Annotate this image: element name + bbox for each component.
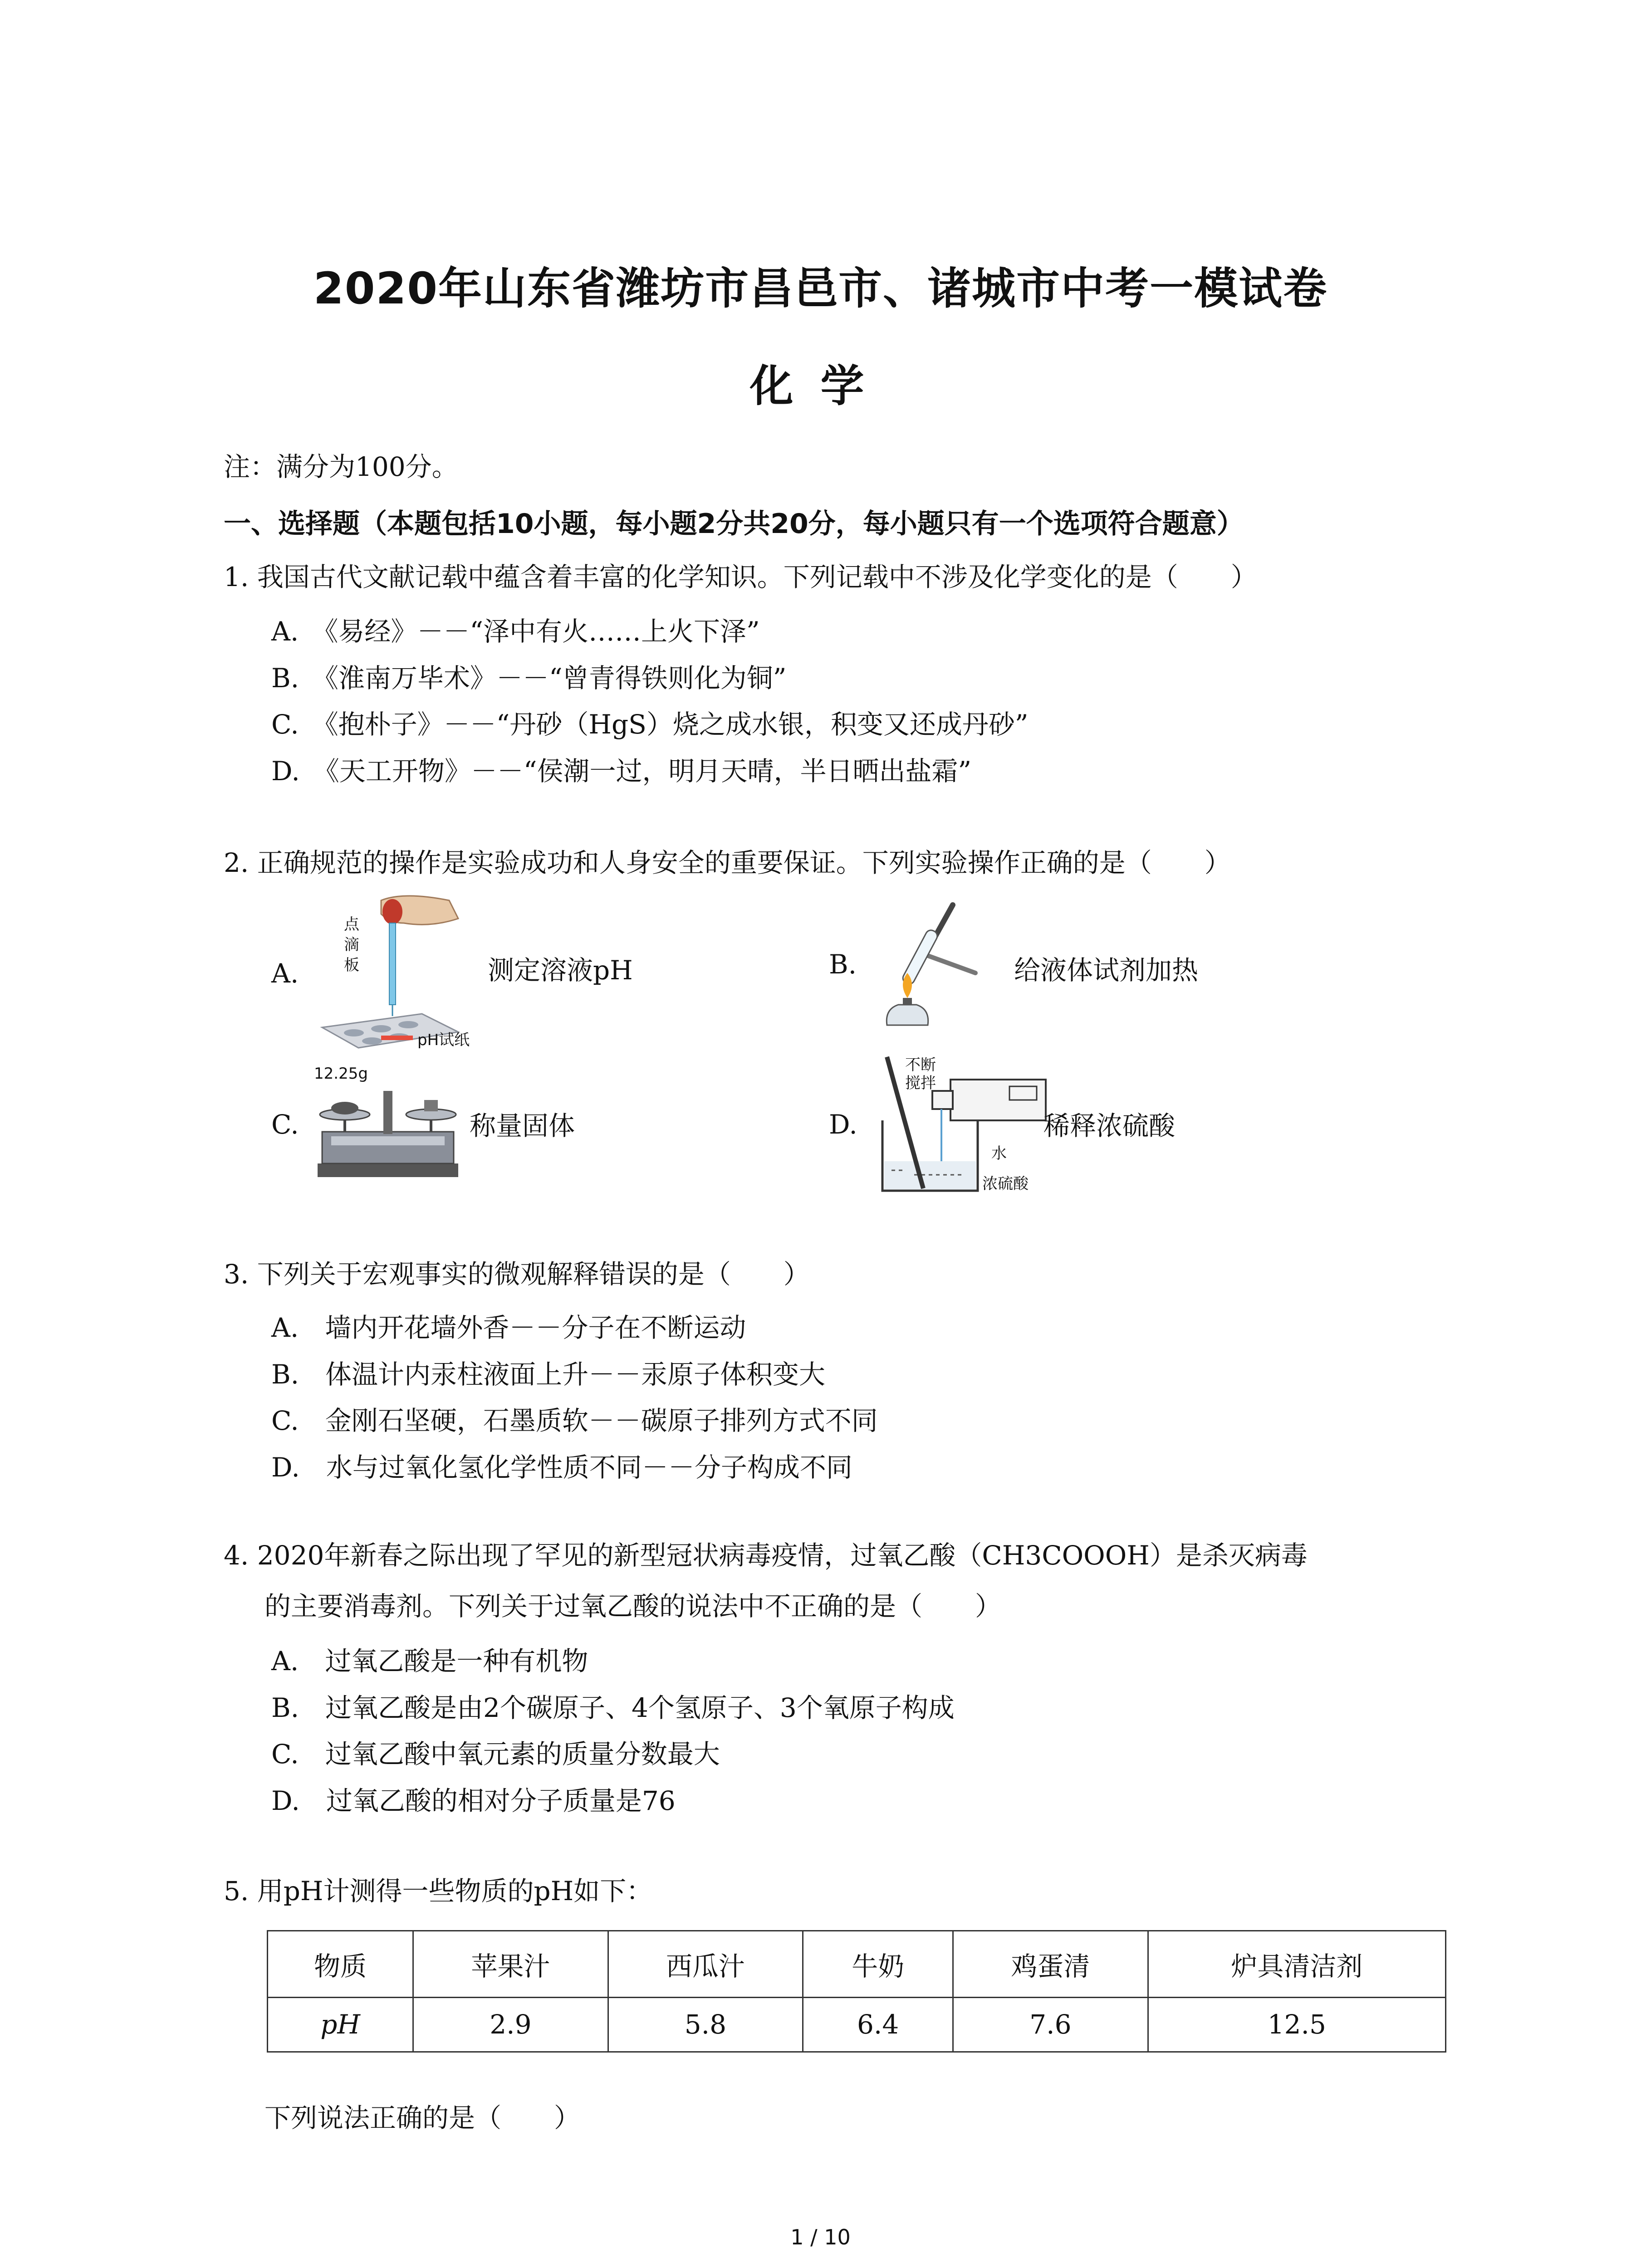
table-cell: 鸡蛋清 bbox=[953, 1931, 1148, 1998]
page-number: 1 / 10 bbox=[790, 2225, 851, 2249]
q2-option-b-label: 给液体试剂加热 bbox=[1014, 955, 1199, 986]
ph-paper-label: pH试纸 bbox=[417, 1031, 470, 1049]
ph-test-figure bbox=[313, 891, 470, 1055]
q2-option-d-label: 稀释浓硫酸 bbox=[1043, 1110, 1176, 1141]
subject-title: 化学 bbox=[749, 361, 892, 411]
q1-option-a: A. 《易经》－－“泽中有火……上火下泽” bbox=[271, 616, 760, 647]
table-cell: 2.9 bbox=[413, 1997, 608, 2052]
stir-label-2: 搅拌 bbox=[905, 1074, 936, 1092]
q2-option-a-letter: A. bbox=[271, 958, 299, 989]
dropper-label-1: 点 bbox=[344, 915, 359, 934]
q1-stem: 1. 我国古代文献记载中蕴含着丰富的化学知识。下列记载中不涉及化学变化的是（ ） bbox=[224, 562, 1257, 592]
table-cell: 5.8 bbox=[608, 1997, 803, 2052]
q4-option-a: A. 过氧乙酸是一种有机物 bbox=[271, 1646, 588, 1677]
q3-option-c: C. 金刚石坚硬，石墨质软－－碳原子排列方式不同 bbox=[271, 1405, 878, 1436]
dropper-label-2: 滴 bbox=[344, 936, 359, 954]
stir-label-1: 不断 bbox=[905, 1056, 936, 1074]
table-cell: 炉具清洁剂 bbox=[1148, 1931, 1445, 1998]
table-cell: pH bbox=[268, 1997, 413, 2052]
q2-stem: 2. 正确规范的操作是实验成功和人身安全的重要保证。下列实验操作正确的是（ ） bbox=[224, 847, 1231, 878]
water-label: 水 bbox=[991, 1144, 1007, 1163]
heating-figure bbox=[871, 900, 989, 1027]
table-cell: 物质 bbox=[268, 1931, 413, 1998]
ph-table bbox=[267, 1930, 1446, 2053]
q3-option-b: B. 体温计内汞柱液面上升－－汞原子体积变大 bbox=[271, 1359, 826, 1390]
q2-option-d-letter: D. bbox=[829, 1109, 857, 1140]
q4-option-b: B. 过氧乙酸是由2个碳原子、4个氢原子、3个氧原子构成 bbox=[271, 1692, 955, 1723]
q1-option-d: D. 《天工开物》－－“侯潮一过，明月天晴，半日晒出盐霜” bbox=[271, 756, 972, 787]
q1-option-c: C. 《抱朴子》－－“丹砂（HgS）烧之成水银，积变又还成丹砂” bbox=[271, 709, 1029, 740]
q2-option-c-label: 称量固体 bbox=[470, 1110, 575, 1141]
q3-option-a: A. 墙内开花墙外香－－分子在不断运动 bbox=[271, 1312, 746, 1343]
q4-option-c: C. 过氧乙酸中氧元素的质量分数最大 bbox=[271, 1739, 720, 1769]
ph-table-header-row bbox=[268, 1931, 1446, 1998]
q4-stem-line1: 4. 2020年新春之际出现了罕见的新型冠状病毒疫情，过氧乙酸（CH3COOOH）是杀灭病毒 bbox=[224, 1540, 1308, 1571]
q1-option-b: B. 《淮南万毕术》－－“曾青得铁则化为铜” bbox=[271, 663, 787, 694]
q5-followup: 下列说法正确的是（ ） bbox=[265, 2102, 581, 2133]
table-cell: 6.4 bbox=[803, 1997, 953, 2052]
q3-stem: 3. 下列关于宏观事实的微观解释错误的是（ ） bbox=[224, 1259, 810, 1290]
table-cell: 12.5 bbox=[1148, 1997, 1445, 2052]
section-heading: 一、选择题（本题包括10小题，每小题2分共20分，每小题只有一个选项符合题意） bbox=[224, 508, 1244, 540]
acid-label: 浓硫酸 bbox=[982, 1175, 1029, 1193]
dropper-label-3: 板 bbox=[344, 956, 359, 974]
q2-option-c-letter: C. bbox=[271, 1109, 299, 1140]
balance-figure bbox=[313, 1064, 463, 1182]
table-cell: 西瓜汁 bbox=[608, 1931, 803, 1998]
q3-option-d: D. 水与过氧化氢化学性质不同－－分子构成不同 bbox=[271, 1452, 852, 1483]
exam-title: 2020年山东省潍坊市昌邑市、诸城市中考一模试卷 bbox=[313, 263, 1328, 314]
q4-option-d: D. 过氧乙酸的相对分子质量是76 bbox=[271, 1785, 676, 1816]
table-cell: 牛奶 bbox=[803, 1931, 953, 1998]
q2-option-a-label: 测定溶液pH bbox=[488, 955, 633, 986]
ph-table-value-row bbox=[268, 1997, 1446, 2052]
score-note: 注：满分为100分。 bbox=[224, 451, 458, 482]
table-cell: 7.6 bbox=[953, 1997, 1148, 2052]
q5-stem: 5. 用pH计测得一些物质的pH如下： bbox=[224, 1876, 653, 1906]
q4-stem-line2: 的主要消毒剂。下列关于过氧乙酸的说法中不正确的是（ ） bbox=[265, 1591, 1002, 1622]
table-cell: 苹果汁 bbox=[413, 1931, 608, 1998]
balance-reading: 12.25g bbox=[314, 1065, 368, 1083]
dilution-figure bbox=[873, 1052, 1055, 1198]
q2-option-b-letter: B. bbox=[829, 949, 857, 980]
